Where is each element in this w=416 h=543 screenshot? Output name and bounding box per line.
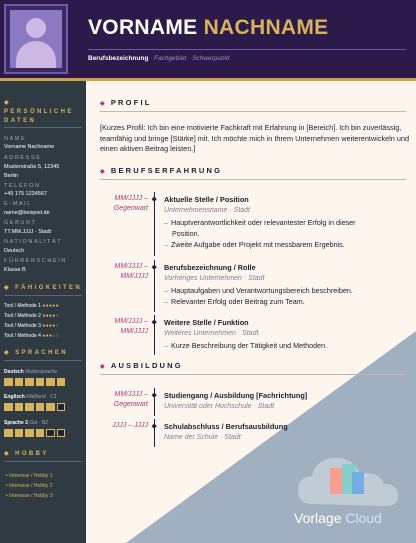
language-level-segment xyxy=(57,429,66,437)
section-divider xyxy=(100,179,406,180)
language-level-segment xyxy=(36,429,45,437)
section-divider xyxy=(100,374,406,375)
language-level-segment xyxy=(15,429,24,437)
entry-date: MM/JJJJ – MM/JJJJ xyxy=(114,318,148,335)
rating-stars: ●●●○○ xyxy=(42,333,59,339)
skills-title: ◆ FÄHIGKEITEN xyxy=(4,285,83,291)
language-item: Deutsch Muttersprache xyxy=(4,369,58,375)
language-level-segment xyxy=(25,429,34,437)
diamond-icon: ◆ xyxy=(100,101,107,107)
nationality-value: Deutsch xyxy=(4,248,25,254)
entry-bullet-continued: Position. xyxy=(172,229,200,238)
entry-bullet: – Kurze Beschreibung der Tätigkeit und Methoden. xyxy=(164,341,328,350)
header-banner xyxy=(0,0,416,78)
sidebar xyxy=(0,81,86,543)
skill-item: Tool / Methode 4 ●●●○○ xyxy=(4,333,59,339)
timeline-diamond-icon: ◆ xyxy=(151,264,157,271)
language-level-segment xyxy=(46,403,55,411)
name-value: Vorname Nachname xyxy=(4,144,55,150)
language-level-segment xyxy=(36,378,45,386)
name-label: NAME xyxy=(4,136,27,142)
phone-value: +49 175 1234567 xyxy=(4,191,47,197)
language-level-segment xyxy=(4,429,13,437)
first-name: VORNAME xyxy=(88,16,198,39)
experience-heading: ◆ BERUFSERFAHRUNG xyxy=(100,166,223,175)
avatar xyxy=(10,10,62,68)
languages-title: ◆ SPRACHEN xyxy=(4,350,68,356)
entry-company: Vorheriges Unternehmen · Stadt xyxy=(164,275,265,282)
timeline-diamond-icon: ◆ xyxy=(151,319,157,326)
entry-position: Aktuelle Stelle / Position xyxy=(164,195,249,204)
license-value: Klasse B xyxy=(4,267,26,273)
email-label: E-MAIL xyxy=(4,201,32,207)
rating-stars: ●●●●○ xyxy=(42,323,59,329)
entry-position: Berufsbezeichnung / Rolle xyxy=(164,263,256,272)
last-name: NACHNAME xyxy=(203,16,329,39)
language-level-segment xyxy=(36,403,45,411)
edu-degree: Studiengang / Ausbildung [Fachrichtung] xyxy=(164,391,308,400)
language-item: Sprache 3 Gut · B2 xyxy=(4,420,48,426)
education-heading: ◆ AUSBILDUNG xyxy=(100,361,183,370)
email-value[interactable]: name@beispiel.de xyxy=(4,210,50,216)
full-name xyxy=(88,16,329,40)
address-city: Berlin xyxy=(4,173,19,179)
tag-1: Fachgebiet xyxy=(154,55,187,62)
subtitle: Berufsbezeichnung · Fachgebiet · Schwerpunkt xyxy=(88,55,230,62)
rating-stars: ●●●●○ xyxy=(42,313,59,319)
timeline-diamond-icon: ◆ xyxy=(151,423,157,430)
entry-bullet: – Relevanter Erfolg oder Beitrag zum Team. xyxy=(164,297,305,306)
language-level-segment xyxy=(25,378,34,386)
sidebar-divider xyxy=(4,127,82,128)
diamond-icon: ◆ xyxy=(100,364,107,370)
language-level-bar xyxy=(4,429,65,437)
language-level-bar xyxy=(4,403,65,411)
entry-company: Unternehmensname · Stadt xyxy=(164,207,250,214)
language-level-bar xyxy=(4,378,65,386)
language-level-segment xyxy=(15,378,24,386)
diamond-icon: ◆ xyxy=(4,451,12,457)
diamond-icon: ◆ xyxy=(4,100,12,106)
address-value: Musterstraße 5, 12345 xyxy=(4,164,60,170)
sidebar-divider xyxy=(4,295,82,296)
entry-company: Weiteres Unternehmen · Stadt xyxy=(164,330,259,337)
skill-item: Tool / Methode 2 ●●●●○ xyxy=(4,313,59,319)
entry-position: Weitere Stelle / Funktion xyxy=(164,318,249,327)
language-level-segment xyxy=(46,429,55,437)
language-level-segment xyxy=(4,403,13,411)
language-level-segment xyxy=(15,403,24,411)
edu-school: Universität oder Hochschule · Stadt xyxy=(164,403,275,410)
language-level-segment xyxy=(57,378,66,386)
hobby-title: ◆ HOBBY xyxy=(4,451,49,457)
sidebar-divider xyxy=(4,461,82,462)
tag-2: Schwerpunkt xyxy=(192,55,230,62)
language-level-segment xyxy=(46,378,55,386)
entry-bullet: – Hauptaufgaben und Verantwortungsbereich beschreiben. xyxy=(164,286,353,295)
diamond-icon: ◆ xyxy=(4,285,12,291)
language-item: Englisch Fließend · C1 xyxy=(4,394,57,400)
entry-date: MM/JJJJ – MM/JJJJ xyxy=(114,263,148,280)
entry-bullet: – Zweite Aufgabe oder Projekt mit messbarem Ergebnis. xyxy=(164,240,345,249)
skill-item: Tool / Methode 1 ●●●●● xyxy=(4,303,59,309)
edu-degree: Schulabschluss / Berufsausbildung xyxy=(164,422,288,431)
language-level-segment xyxy=(4,378,13,386)
sidebar-divider xyxy=(4,360,82,361)
entry-date: MM/JJJJ – Gegenwart xyxy=(113,195,148,212)
skill-item: Tool / Methode 3 ●●●●○ xyxy=(4,323,59,329)
timeline-diamond-icon: ◆ xyxy=(151,392,157,399)
timeline-diamond-icon: ◆ xyxy=(151,196,157,203)
birth-value: TT.MM.JJJJ · Stadt xyxy=(4,229,52,235)
personal-title: ◆ PERSÖNLICHE DATEN xyxy=(4,100,74,124)
hobby-item: • Interesse / Hobby 1 xyxy=(6,473,53,479)
hobby-item: • Interesse / Hobby 3 xyxy=(6,493,53,499)
entry-date: JJJJ – JJJJ xyxy=(112,422,148,429)
diamond-icon: ◆ xyxy=(4,350,12,356)
birth-label: GEBURT xyxy=(4,220,37,226)
profile-heading: ◆ PROFIL xyxy=(100,98,152,107)
logo-wordmark: Vorlage Cloud xyxy=(294,510,382,526)
entry-bullet: – Hauptverantwortlichkeit oder relevantester Erfolg in dieser xyxy=(164,218,356,227)
avatar-head-icon xyxy=(26,18,46,38)
rating-stars: ●●●●● xyxy=(42,303,59,309)
nationality-label: NATIONALITÄT xyxy=(4,239,63,245)
address-label: ADRESSE xyxy=(4,155,42,161)
avatar-body-icon xyxy=(16,41,56,68)
section-divider xyxy=(100,111,406,112)
edu-school: Name der Schule · Stadt xyxy=(164,434,241,441)
hobby-item: • Interesse / Hobby 2 xyxy=(6,483,53,489)
entry-date: MM/JJJJ – Gegenwart xyxy=(113,391,148,408)
profile-text: [Kurzes Profil: Ich bin eine motivierte Fachkraft mit Erfahrung in [Bereich]. Ich bin zuverlässig, teamfähig und bringe [Stärke] mit. Ich möchte mich in Ihrem Unternehmen weiterentwickeln und einen aktiven Beitrag leisten.] xyxy=(100,123,410,153)
phone-label: TELEFON xyxy=(4,183,41,189)
photo-frame xyxy=(4,4,68,74)
diamond-icon: ◆ xyxy=(100,169,107,175)
name-divider xyxy=(88,49,406,50)
language-level-segment xyxy=(57,403,66,411)
language-level-segment xyxy=(25,403,34,411)
job-title: Berufsbezeichnung xyxy=(88,55,149,62)
license-label: FÜHRERSCHEIN xyxy=(4,258,67,264)
